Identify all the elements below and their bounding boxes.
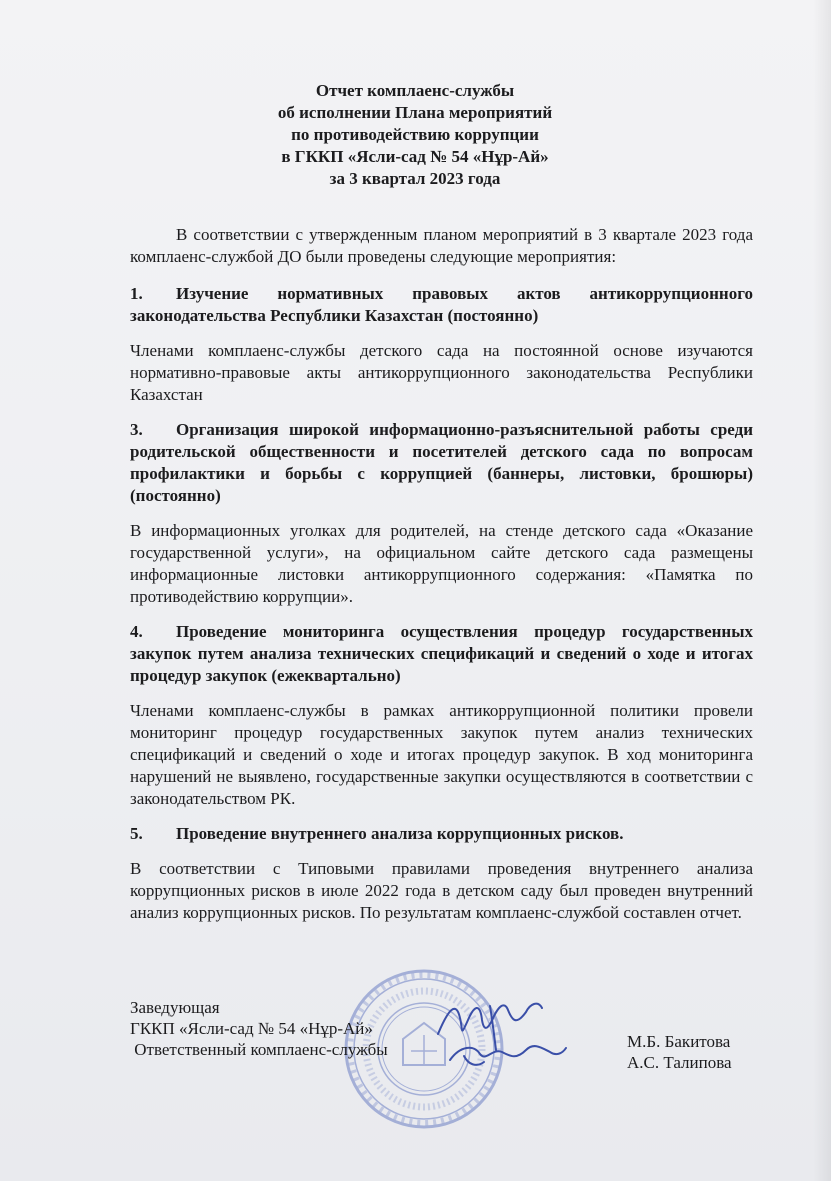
title-line-5: за 3 квартал 2023 года [329,169,501,188]
section-3-text: В информационных уголках для родителей, на стенде детского сада «Оказание государственной услуги», на официальном сайте детского сада размещены информационные листовки антикоррупционного содержания: «Памятка по противодействию коррупции». [130,521,753,606]
signatory-position-1: Заведующая [130,998,220,1017]
signatory-name-2: А.С. Талипова [627,1053,732,1072]
section-3-title: Организация широкой информационно-разъяснительной работы среди родительской общественности и посетителей детского сада по вопросам профилактики и борьбы с коррупцией (баннеры, листовки, брошюры) (постоянно) [130,420,753,505]
section-5-heading [130,823,753,845]
section-3-number: 3. [130,420,143,439]
signatory-name-1: М.Б. Бакитова [627,1032,731,1051]
section-5-title: Проведение внутреннего анализа коррупционных рисков. [176,824,624,843]
title-line-3: по противодействию коррупции [291,125,539,144]
section-5-text: В соответствии с Типовыми правилами проведения внутреннего анализа коррупционных рисков в июле 2022 года в детском саду был проведен внутренний анализ коррупционных рисков. По результатам комплаенс-службой составлен отчет. [130,859,753,922]
section-1-heading [130,283,753,327]
section-3-heading [130,419,753,507]
section-1-title: Изучение нормативных правовых актов антикоррупционного законодательства Республики Казахстан (постоянно) [130,284,753,325]
signatory-organization: ГККП «Ясли-сад № 54 «Нұр-Ай» [130,1019,373,1038]
document-body [130,224,753,937]
section-1-number: 1. [130,284,143,303]
document-title [130,80,700,190]
section-1-text: Членами комплаенс-службы детского сада на постоянной основе изучаются нормативно-правовые акты антикоррупционного законодательства Республики Казахстан [130,341,753,404]
title-line-4: в ГККП «Ясли-сад № 54 «Нұр-Ай» [281,147,549,166]
section-5-number: 5. [130,824,143,843]
signature-block-left [130,997,388,1060]
signature-block-right [627,1031,732,1073]
title-line-1: Отчет комплаенс-службы [315,81,515,100]
section-4-number: 4. [130,622,143,641]
intro-paragraph: В соответствии с утвержденным планом мероприятий в 3 квартале 2023 года комплаенс-службой ДО были проведены следующие мероприятия: [130,225,753,266]
handwritten-signature-icon [430,990,570,1080]
signatory-position-2: Ответственный комплаенс-службы [130,1040,388,1059]
section-4-title: Проведение мониторинга осуществления процедур государственных закупок путем анализа технических спецификаций и сведений о ходе и итогах процедур закупок (ежеквартально) [130,622,753,685]
section-4-text: Членами комплаенс-службы в рамках антикоррупционной политики провели мониторинг процедур государственных закупок путем анализ технических спецификаций и сведений о ходе и итогах процедур закупок. В ход мониторинга нарушений не выявлено, государственные закупки осуществляются в соответствии с законодательством РК. [130,701,753,808]
section-4-heading [130,621,753,687]
title-line-2: об исполнении Плана мероприятий [277,103,553,122]
page-edge-shadow [813,0,831,1181]
